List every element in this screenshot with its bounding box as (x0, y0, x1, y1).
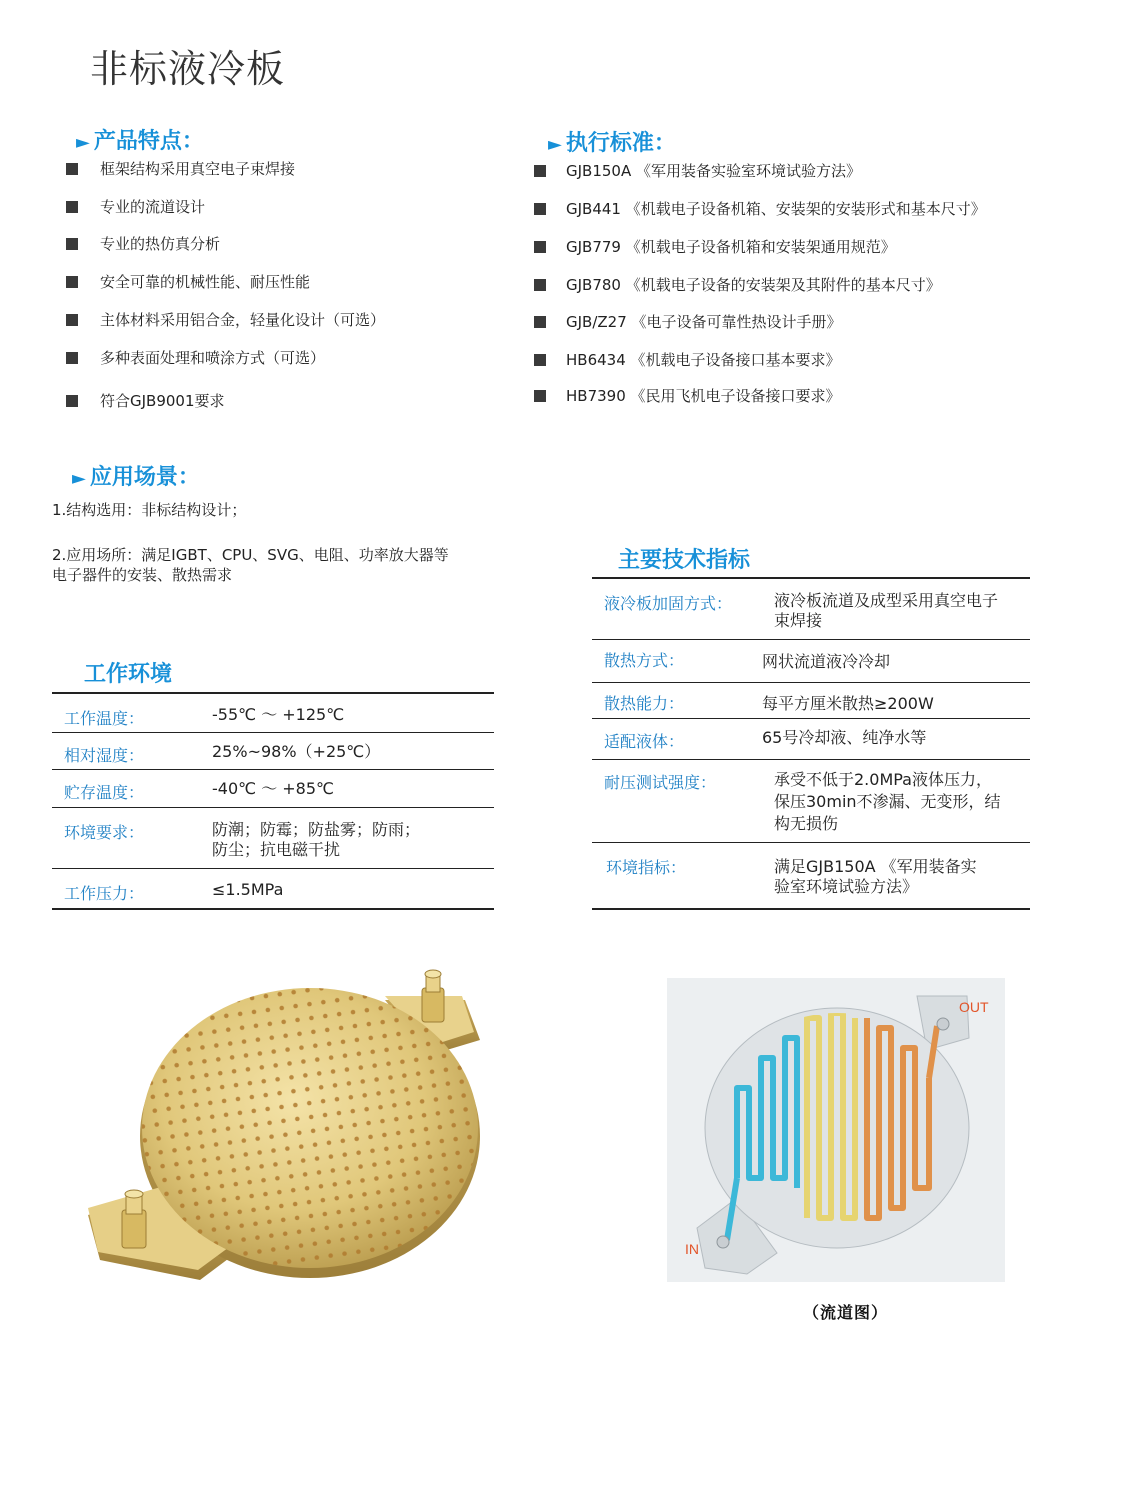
row-label: 相对湿度： (64, 746, 145, 765)
application-heading (72, 460, 200, 491)
cold-plate-photo (70, 960, 540, 1300)
row-label: 散热能力： (604, 694, 685, 713)
square-bullet-icon (66, 238, 78, 250)
table-row (592, 760, 1030, 843)
tech-heading: 主要技术指标 (618, 548, 751, 573)
list-item: GJB441 《机载电子设备机箱、安装架的安装形式和基本尺寸》 (534, 198, 986, 219)
list-item: 框架结构采用真空电子束焊接 (66, 158, 295, 179)
row-label: 环境要求： (64, 823, 145, 842)
table-row (52, 694, 494, 733)
row-value: 防潮；防霉；防盐雾；防雨； (212, 820, 421, 839)
table-row (52, 869, 494, 906)
square-bullet-icon (534, 316, 546, 328)
table-row (592, 683, 1030, 719)
connector-in (122, 1190, 146, 1248)
row-value: -55℃ ～ +125℃ (212, 705, 345, 724)
list-item: 符合GJB9001要求 (66, 390, 225, 411)
page-title: 非标液冷板 (90, 47, 286, 91)
inlet-port-icon (717, 1236, 729, 1248)
table-row (592, 640, 1030, 683)
row-value: 液冷板流道及成型采用真空电子 (774, 591, 999, 610)
triangle-icon: ► (72, 468, 86, 489)
list-item: HB7390 《民用飞机电子设备接口要求》 (534, 385, 841, 406)
square-bullet-icon (534, 165, 546, 177)
list-item: 多种表面处理和喷涂方式（可选） (66, 347, 325, 368)
application-heading-text: 应用场景： (89, 465, 200, 490)
row-value: 每平方厘米散热≥200W (762, 694, 934, 713)
row-value: 25%~98%（+25℃） (212, 742, 381, 761)
row-label: 工作温度： (64, 709, 145, 728)
application-line-2a: 2.应用场所：满足IGBT、CPU、SVG、电阻、功率放大器等 (52, 546, 449, 564)
table-row (52, 733, 494, 770)
table-row (592, 579, 1030, 640)
row-label: 耐压测试强度： (604, 773, 717, 792)
square-bullet-icon (66, 395, 78, 407)
list-item: GJB779 《机载电子设备机箱和安装架通用规范》 (534, 236, 896, 257)
list-item: 专业的热仿真分析 (66, 233, 220, 254)
row-label: 贮存温度： (64, 783, 145, 802)
list-item: 主体材料采用铝合金，轻量化设计（可选） (66, 309, 385, 330)
row-value: 65号冷却液、纯净水等 (762, 728, 927, 747)
list-item: GJB780 《机载电子设备的安装架及其附件的基本尺寸》 (534, 274, 941, 295)
row-value: 防尘；抗电磁干扰 (212, 840, 341, 859)
list-item: GJB150A 《军用装备实验室环境试验方法》 (534, 160, 861, 181)
features-heading (76, 124, 204, 155)
table-row (592, 719, 1030, 760)
work-env-heading: 工作环境 (84, 662, 173, 687)
square-bullet-icon (534, 241, 546, 253)
row-label: 环境指标： (606, 858, 687, 877)
out-label: OUT (959, 999, 989, 1015)
square-bullet-icon (66, 163, 78, 175)
application-line-1: 1.结构选用：非标结构设计； (52, 501, 247, 519)
row-label: 工作压力： (64, 884, 145, 903)
list-item: 专业的流道设计 (66, 196, 205, 217)
row-label: 散热方式： (604, 651, 685, 670)
list-item: GJB/Z27 《电子设备可靠性热设计手册》 (534, 311, 842, 332)
row-value: 束焊接 (774, 611, 823, 630)
diagram-caption: （流道图） (803, 1303, 889, 1322)
table-row (52, 770, 494, 808)
square-bullet-icon (534, 279, 546, 291)
triangle-icon: ► (548, 134, 562, 155)
table-row (52, 808, 494, 869)
table-row (592, 843, 1030, 906)
row-value: -40℃ ～ +85℃ (212, 779, 335, 798)
row-value: 验室环境试验方法》 (774, 877, 919, 896)
connector-out (422, 970, 444, 1022)
row-value: 构无损伤 (774, 814, 839, 833)
square-bullet-icon (534, 354, 546, 366)
application-line-2b: 电子器件的安装、散热需求 (52, 566, 233, 584)
row-value: ≤1.5MPa (212, 880, 284, 899)
features-heading-text: 产品特点： (93, 129, 204, 154)
in-label: IN (685, 1241, 699, 1257)
row-value: 网状流道液冷冷却 (762, 652, 891, 671)
square-bullet-icon (534, 203, 546, 215)
row-label: 液冷板加固方式： (604, 594, 733, 613)
square-bullet-icon (66, 276, 78, 288)
outlet-port-icon (937, 1018, 949, 1030)
tech-table (592, 577, 1030, 910)
square-bullet-icon (66, 314, 78, 326)
work-env-table (52, 692, 494, 910)
standards-heading-text: 执行标准： (565, 131, 676, 156)
standards-heading (548, 126, 676, 157)
list-item: HB6434 《机载电子设备接口基本要求》 (534, 349, 841, 370)
list-item: 安全可靠的机械性能、耐压性能 (66, 271, 310, 292)
square-bullet-icon (66, 201, 78, 213)
triangle-icon: ► (76, 132, 90, 153)
flow-channel-diagram (667, 978, 1005, 1282)
square-bullet-icon (534, 390, 546, 402)
row-value: 承受不低于2.0MPa液体压力， (774, 770, 992, 789)
row-value: 满足GJB150A 《军用装备实 (774, 857, 977, 876)
row-value: 保压30min不渗漏、无变形，结 (774, 792, 1001, 811)
square-bullet-icon (66, 352, 78, 364)
row-label: 适配液体： (604, 732, 685, 751)
